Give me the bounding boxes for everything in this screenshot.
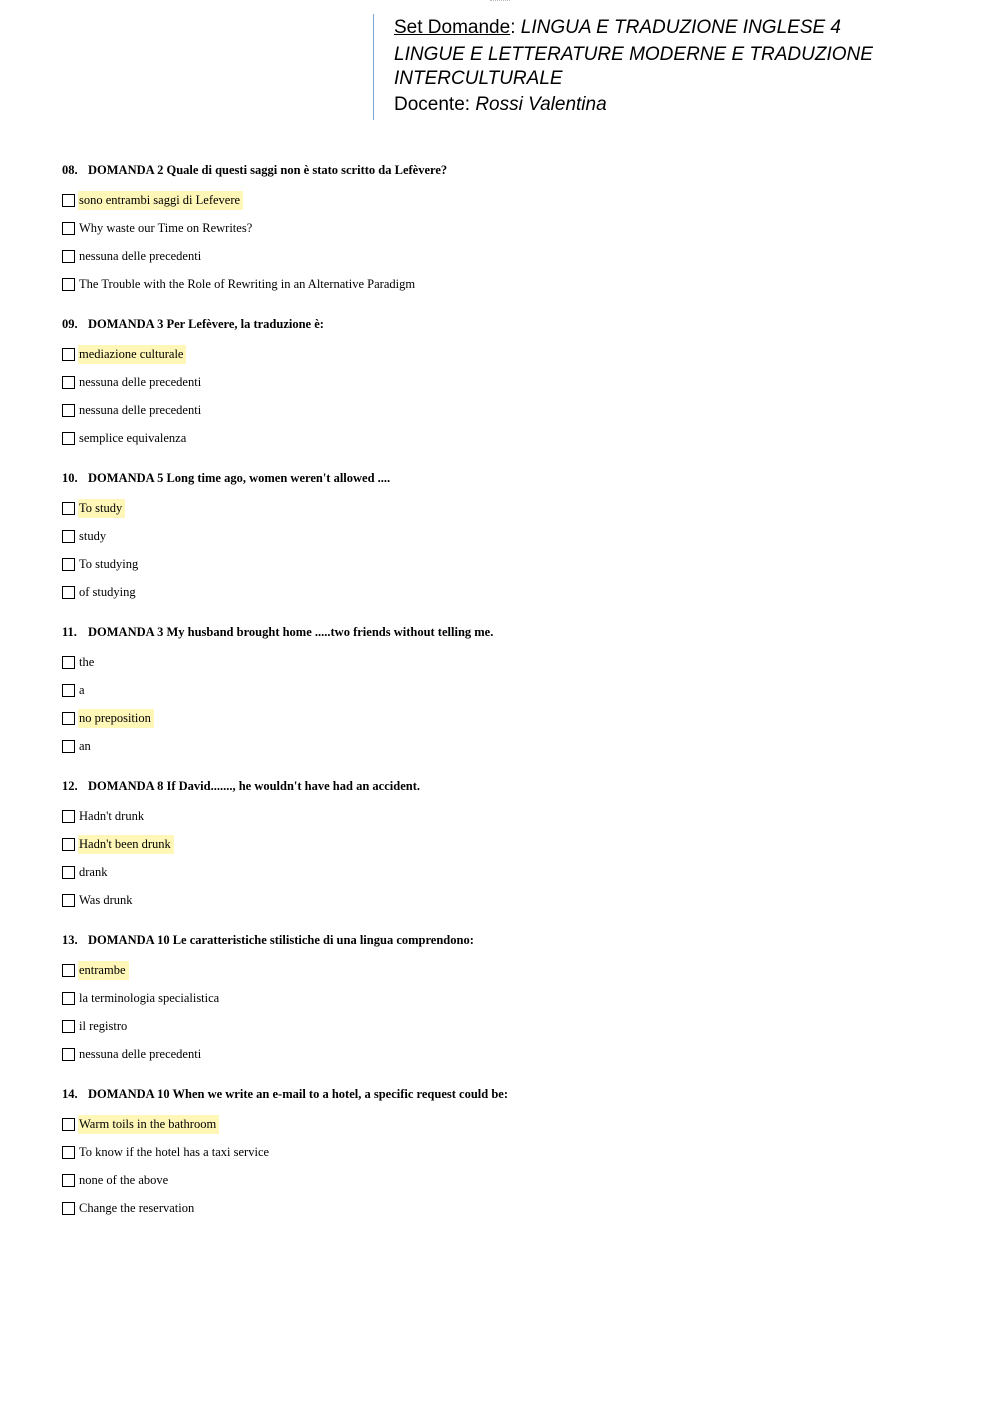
- answer-label: Warm toils in the bathroom: [78, 1115, 219, 1134]
- answer-option[interactable]: [62, 704, 942, 732]
- answer-label: entrambe: [78, 961, 129, 980]
- answer-label: To know if the hotel has a taxi service: [79, 1144, 270, 1159]
- answer-label: Hadn't been drunk: [78, 835, 174, 854]
- answer-label: the: [79, 654, 95, 669]
- answer-label: semplice equivalenza: [79, 430, 187, 445]
- question-number: 13.: [62, 933, 78, 947]
- answer-option[interactable]: [62, 368, 942, 396]
- answer-option[interactable]: [62, 186, 942, 214]
- question-set-separator: :: [510, 17, 521, 38]
- answer-label: Change the reservation: [79, 1200, 195, 1215]
- answer-checkbox[interactable]: [62, 530, 75, 543]
- answer-label: Why waste our Time on Rewrites?: [79, 220, 253, 235]
- answer-checkbox[interactable]: [62, 278, 75, 291]
- answer-checkbox[interactable]: [62, 656, 75, 669]
- answer-option[interactable]: [62, 802, 942, 830]
- answer-checkbox[interactable]: [62, 502, 75, 515]
- answer-option[interactable]: [62, 578, 942, 606]
- question-title: [62, 314, 942, 334]
- question-title: [62, 622, 942, 642]
- answer-option[interactable]: [62, 270, 942, 298]
- answer-checkbox[interactable]: [62, 992, 75, 1005]
- question-set-label: Set Domande: [394, 17, 511, 38]
- answer-label: nessuna delle precedenti: [79, 1046, 202, 1061]
- answer-checkbox[interactable]: [62, 1146, 75, 1159]
- question-block: [62, 776, 942, 914]
- answer-option[interactable]: [62, 1194, 942, 1222]
- answer-option[interactable]: [62, 1166, 942, 1194]
- answer-option[interactable]: [62, 214, 942, 242]
- answer-option[interactable]: [62, 830, 942, 858]
- answer-checkbox[interactable]: [62, 684, 75, 697]
- question-text: DOMANDA 2 Quale di questi saggi non è stato scritto da Lefèvere?: [88, 163, 448, 177]
- question-block: [62, 1084, 942, 1222]
- teacher-name: Rossi Valentina: [475, 94, 607, 115]
- answer-label: none of the above: [79, 1172, 169, 1187]
- question-text: DOMANDA 5 Long time ago, women weren't allowed ....: [88, 471, 391, 485]
- page-top-mark: [490, 0, 510, 3]
- answer-checkbox[interactable]: [62, 1174, 75, 1187]
- answer-option[interactable]: [62, 648, 942, 676]
- question-title: [62, 1084, 942, 1104]
- answer-option[interactable]: [62, 1110, 942, 1138]
- teacher-label: Docente:: [394, 94, 476, 115]
- answer-checkbox[interactable]: [62, 376, 75, 389]
- answer-label: Hadn't drunk: [79, 808, 145, 823]
- question-text: DOMANDA 3 Per Lefèvere, la traduzione è:: [88, 317, 324, 331]
- question-list: [62, 160, 942, 1238]
- answer-label: Was drunk: [79, 892, 133, 907]
- answer-checkbox[interactable]: [62, 558, 75, 571]
- answer-checkbox[interactable]: [62, 1020, 75, 1033]
- answer-label: study: [79, 528, 107, 543]
- document-header: [373, 14, 933, 120]
- answer-label: il registro: [79, 1018, 128, 1033]
- question-text: DOMANDA 10 When we write an e-mail to a hotel, a specific request could be:: [88, 1087, 508, 1101]
- question-number: 08.: [62, 163, 78, 177]
- question-title: [62, 930, 942, 950]
- answer-option[interactable]: [62, 1012, 942, 1040]
- answer-option[interactable]: [62, 424, 942, 452]
- answer-option[interactable]: [62, 732, 942, 760]
- answer-checkbox[interactable]: [62, 586, 75, 599]
- question-number: 09.: [62, 317, 78, 331]
- answer-option[interactable]: [62, 340, 942, 368]
- question-number: 14.: [62, 1087, 78, 1101]
- answer-label: la terminologia specialistica: [79, 990, 220, 1005]
- answer-label: nessuna delle precedenti: [79, 248, 202, 263]
- question-set-line: [394, 16, 933, 40]
- answer-checkbox[interactable]: [62, 740, 75, 753]
- answer-label: drank: [79, 864, 108, 879]
- question-number: 12.: [62, 779, 78, 793]
- answer-option[interactable]: [62, 396, 942, 424]
- answer-option[interactable]: [62, 956, 942, 984]
- answer-label: To study: [78, 499, 125, 518]
- answer-label: sono entrambi saggi di Lefevere: [78, 191, 243, 210]
- answer-checkbox[interactable]: [62, 250, 75, 263]
- answer-option[interactable]: [62, 858, 942, 886]
- question-title: [62, 776, 942, 796]
- question-text: DOMANDA 3 My husband brought home .....two friends without telling me.: [88, 625, 494, 639]
- question-number: 10.: [62, 471, 78, 485]
- answer-checkbox[interactable]: [62, 810, 75, 823]
- answer-checkbox[interactable]: [62, 712, 75, 725]
- question-title: [62, 160, 942, 180]
- answer-label: no preposition: [78, 709, 154, 728]
- answer-option[interactable]: [62, 676, 942, 704]
- answer-option[interactable]: [62, 550, 942, 578]
- question-block: [62, 622, 942, 760]
- answer-label: nessuna delle precedenti: [79, 402, 202, 417]
- answer-checkbox[interactable]: [62, 432, 75, 445]
- answer-option[interactable]: [62, 494, 942, 522]
- answer-label: of studying: [79, 584, 136, 599]
- answer-option[interactable]: [62, 984, 942, 1012]
- answer-option[interactable]: [62, 522, 942, 550]
- answer-label: The Trouble with the Role of Rewriting in an Alternative Paradigm: [79, 276, 416, 291]
- answer-option[interactable]: [62, 1138, 942, 1166]
- answer-label: To studying: [79, 556, 139, 571]
- answer-checkbox[interactable]: [62, 838, 75, 851]
- answer-checkbox[interactable]: [62, 964, 75, 977]
- answer-checkbox[interactable]: [62, 1048, 75, 1061]
- question-text: DOMANDA 8 If David......., he wouldn't have had an accident.: [88, 779, 420, 793]
- answer-checkbox[interactable]: [62, 1118, 75, 1131]
- question-title: [62, 468, 942, 488]
- question-block: [62, 160, 942, 298]
- answer-label: an: [79, 738, 91, 753]
- answer-label: mediazione culturale: [78, 345, 186, 364]
- teacher-line: [394, 93, 933, 117]
- course-name: LINGUE E LETTERATURE MODERNE E TRADUZIONE INTERCULTURALE: [394, 44, 873, 89]
- answer-checkbox[interactable]: [62, 222, 75, 235]
- answer-checkbox[interactable]: [62, 348, 75, 361]
- answer-option[interactable]: [62, 242, 942, 270]
- answer-label: nessuna delle precedenti: [79, 374, 202, 389]
- question-number: 11.: [62, 625, 77, 639]
- answer-checkbox[interactable]: [62, 1202, 75, 1215]
- answer-option[interactable]: [62, 886, 942, 914]
- answer-checkbox[interactable]: [62, 404, 75, 417]
- question-block: [62, 314, 942, 452]
- question-block: [62, 468, 942, 606]
- question-set-value: LINGUA E TRADUZIONE INGLESE 4: [520, 17, 842, 38]
- answer-checkbox[interactable]: [62, 194, 75, 207]
- answer-option[interactable]: [62, 1040, 942, 1068]
- question-text: DOMANDA 10 Le caratteristiche stilistiche di una lingua comprendono:: [88, 933, 474, 947]
- answer-checkbox[interactable]: [62, 894, 75, 907]
- question-block: [62, 930, 942, 1068]
- answer-label: a: [79, 682, 85, 697]
- answer-checkbox[interactable]: [62, 866, 75, 879]
